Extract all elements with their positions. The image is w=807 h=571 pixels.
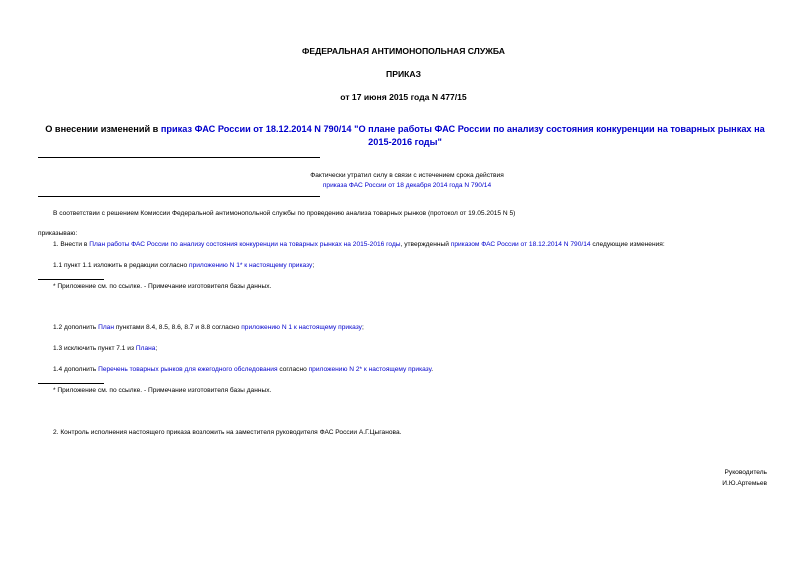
p1-4-list-link[interactable]: Перечень товарных рынков для ежегодного обследования <box>98 366 278 373</box>
p1-4-text-a: 1.4 дополнить <box>53 366 99 373</box>
p1-plan-link[interactable]: План работы ФАС России по анализу состояния конкуренции на товарных рынках на 2015-2016 годы <box>89 241 401 248</box>
status-top-rule <box>38 157 320 158</box>
p1-1-text-b: ; <box>312 262 315 269</box>
p1-2-text-a: 1.2 дополнить <box>53 324 99 331</box>
p1-text-b: , утвержденный <box>400 241 451 248</box>
status-link[interactable]: приказа ФАС России от 18 декабря 2014 года N 790/14 <box>322 182 492 189</box>
signature-name: И.Ю.Артемьев <box>722 480 767 487</box>
p1-1-text-a: 1.1 пункт 1.1 изложить в редакции согласно <box>53 262 189 269</box>
p1-3-text-a: 1.3 исключить пункт 7.1 из <box>53 345 136 352</box>
paragraph-1-2 <box>53 324 364 331</box>
paragraph-2: 2. Контроль исполнения настоящего приказа возложить на заместителя руководителя ФАС России А.Г.Цыганова. <box>53 429 402 436</box>
document-date: от 17 июня 2015 года N 477/15 <box>340 92 467 102</box>
p1-text-a: 1. Внести в <box>53 241 90 248</box>
p1-3-plan-link[interactable]: Плана <box>135 345 156 352</box>
footnote-2: * Приложение см. по ссылке. - Примечание изготовителя базы данных. <box>53 387 272 394</box>
paragraph-1-4 <box>53 366 433 373</box>
footnote-1-rule <box>38 279 104 280</box>
status-note <box>38 171 776 191</box>
p1-4-appendix-link[interactable]: приложению N 2* к настоящему приказу <box>308 366 432 373</box>
preamble-paragraph: В соответствии с решением Комиссии Федеральной антимонопольной службы по проведению анализа товарных рынков (протокол от 19.05.2015 N 5) <box>53 210 516 217</box>
status-text: Фактически утратил силу в связи с истечением срока действия <box>310 172 504 179</box>
p1-4-text-c: . <box>431 366 434 373</box>
agency-name: ФЕДЕРАЛЬНАЯ АНТИМОНОПОЛЬНАЯ СЛУЖБА <box>302 46 505 56</box>
orders-word: приказываю: <box>38 230 78 237</box>
p1-text-c: следующие изменения: <box>590 241 665 248</box>
p1-4-text-b: согласно <box>277 366 309 373</box>
p1-order-link[interactable]: приказом ФАС России от 18.12.2014 N 790/14 <box>450 241 591 248</box>
paragraph-1-3 <box>53 345 157 352</box>
title-link[interactable]: приказ ФАС России от 18.12.2014 N 790/14 "О плане работы ФАС России по анализу состояния конкуренции на товарных рынках на 2015-2016 годы" <box>160 124 765 147</box>
title-prefix: О внесении изменений в <box>45 124 161 134</box>
document-title <box>36 123 774 149</box>
status-bottom-rule <box>38 196 320 197</box>
p1-2-text-b: пунктами 8.4, 8.5, 8.6, 8.7 и 8.8 согласно <box>113 324 242 331</box>
p1-2-text-c: ; <box>361 324 364 331</box>
p1-3-text-b: ; <box>155 345 158 352</box>
p1-2-appendix-link[interactable]: приложению N 1 к настоящему приказу <box>241 324 362 331</box>
footnote-2-rule <box>38 383 104 384</box>
p1-1-appendix-link[interactable]: приложению N 1* к настоящему приказу <box>189 262 313 269</box>
signature-position: Руководитель <box>724 469 767 476</box>
footnote-1: * Приложение см. по ссылке. - Примечание изготовителя базы данных. <box>53 283 272 290</box>
document-type: ПРИКАЗ <box>386 69 421 79</box>
p1-2-plan-link[interactable]: План <box>98 324 114 331</box>
paragraph-1 <box>53 241 665 248</box>
paragraph-1-1 <box>53 262 314 269</box>
